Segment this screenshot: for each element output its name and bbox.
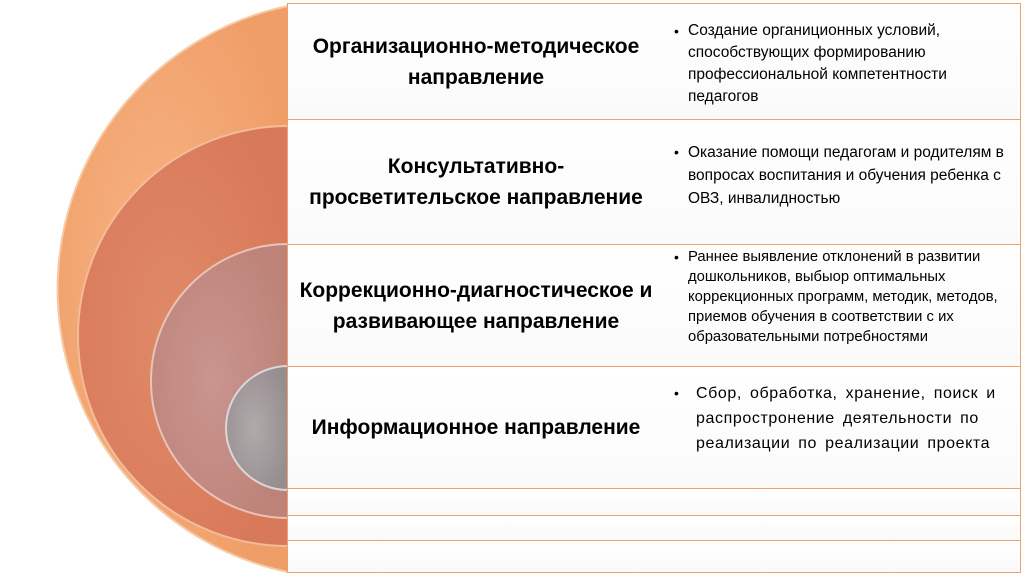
direction-row [288,245,1020,367]
direction-title: Коррекционно-диагностическое и развивающее направление [299,278,653,333]
bullet-icon: • [674,249,679,265]
description-text: Оказание помощи педагогам и родителям в вопросах воспитания и обучения ребенка с ОВЗ, инвалидностью [688,144,1004,207]
direction-title: Информационное направление [311,416,641,439]
direction-description [674,4,1018,119]
direction-title: Консультативно-просветительское направление [309,155,643,209]
direction-row [288,4,1020,120]
description-text: Сбор, обработка, хранение, поиск и распростронение деятельности по реализации по реализации проекта [696,385,996,452]
direction-description [674,120,1018,244]
direction-description [674,245,1018,366]
description-text: Раннее выявление отклонений в развитии дошкольников, выбыор оптимальных коррекционных программ, методик, методов, приемов обучения в соответствии с их образовательными потребностями [688,249,998,345]
description-text: Создание органиционных условий, способствующих формированию профессиональной компетентности педагогов [688,22,947,105]
direction-row [288,367,1020,489]
empty-row [288,516,1020,541]
empty-row [288,541,1020,572]
bullet-icon: • [674,23,679,39]
direction-description [674,367,1018,488]
direction-row [288,120,1020,245]
direction-title: Организационно-методическое направление [312,34,640,89]
directions-panel [287,3,1021,573]
empty-row [288,489,1020,516]
bullet-icon: • [674,144,679,160]
bullet-icon: • [674,385,680,401]
